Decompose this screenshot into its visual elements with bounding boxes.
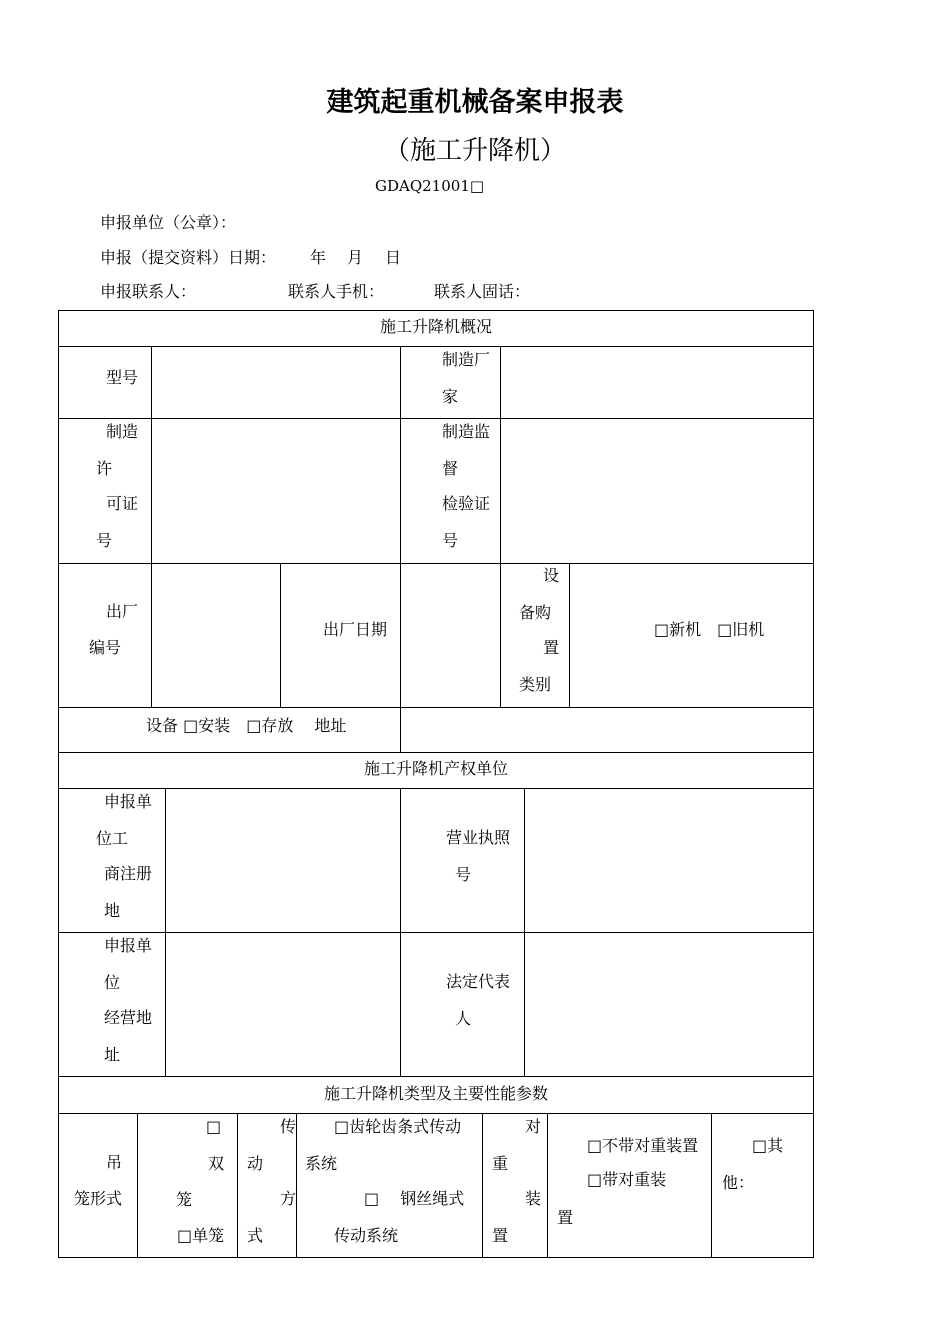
with-counterweight-option-tail: 置: [557, 1208, 574, 1227]
biz-address-label-line2: 位: [104, 973, 121, 992]
purchase-label-line1: 设: [543, 566, 560, 585]
section-overview-title: 施工升降机概况: [379, 317, 492, 336]
inspection-label-line2: 督: [442, 459, 459, 478]
cage-option-line2: 双: [208, 1154, 225, 1173]
cage-option-line1[interactable]: □: [206, 1117, 222, 1136]
transmission-label-line1: 传: [280, 1117, 297, 1136]
counterweight-label-line1: 对: [525, 1117, 542, 1136]
with-counterweight-option[interactable]: □带对重装: [587, 1170, 667, 1189]
factory-date-label: 出厂日期: [323, 620, 388, 639]
wire-rope-option-line2: 传动系统: [334, 1226, 399, 1245]
reg-address-label-line1: 申报单: [104, 792, 153, 811]
transmission-label-line3: 方: [280, 1189, 297, 1208]
license-label-line3: 可证: [106, 494, 139, 513]
day-label: 日: [385, 248, 402, 267]
other-option-line2: 他：: [722, 1173, 755, 1192]
contact-mobile-label: 联系人手机：: [288, 282, 385, 301]
biz-address-label-line1: 申报单: [104, 936, 153, 955]
license-label-line4: 号: [96, 531, 113, 550]
submission-date-label: 申报（提交资料）日期：: [100, 248, 277, 267]
gear-rack-option[interactable]: □齿轮齿条式传动: [334, 1117, 462, 1136]
inspection-label-line3: 检验证: [442, 494, 491, 513]
reg-address-label-line2: 位工: [96, 829, 129, 848]
cage-form-label-line2: 笼形式: [74, 1189, 123, 1208]
no-counterweight-option[interactable]: □不带对重装置: [587, 1136, 699, 1155]
applicant-unit-label: 申报单位（公章）：: [100, 213, 237, 232]
transmission-label-line2: 动: [247, 1154, 264, 1173]
contact-person-label: 申报联系人：: [100, 282, 197, 301]
wire-rope-option[interactable]: □ 钢丝绳式: [364, 1189, 465, 1208]
month-label: 月: [347, 248, 364, 267]
business-license-label-line2: 号: [455, 865, 472, 884]
license-label-line2: 许: [96, 459, 113, 478]
serial-label-line2: 编号: [89, 638, 122, 657]
license-label-line1: 制造: [106, 422, 139, 441]
manufacturer-label-line2: 家: [442, 387, 459, 406]
model-label: 型号: [106, 368, 139, 387]
biz-address-label-line3: 经营地: [104, 1008, 153, 1027]
legal-rep-label-line1: 法定代表: [446, 972, 511, 991]
biz-address-label-line4: 址: [104, 1045, 121, 1064]
inspection-label-line1: 制造监: [442, 422, 491, 441]
reg-address-label-line4: 地: [104, 901, 121, 920]
section-params-title: 施工升降机类型及主要性能参数: [323, 1084, 548, 1103]
form-code: GDAQ21001□: [375, 177, 485, 195]
reg-address-label-line3: 商注册: [104, 864, 153, 883]
form-title: 建筑起重机械备案申报表: [326, 87, 624, 118]
contact-phone-label: 联系人固话：: [434, 282, 531, 301]
cage-option-line3: 笼: [176, 1190, 193, 1209]
purchase-label-line4: 类别: [519, 675, 552, 694]
new-old-checkboxes[interactable]: □新机 □旧机: [654, 620, 765, 639]
manufacturer-label-line1: 制造厂: [442, 350, 491, 369]
inspection-label-line4: 号: [442, 531, 459, 550]
transmission-label-line4: 式: [247, 1226, 264, 1245]
cage-option-single[interactable]: □单笼: [177, 1226, 225, 1245]
gear-rack-option-line2: 系统: [305, 1154, 338, 1173]
section-owner-title: 施工升降机产权单位: [363, 759, 508, 778]
other-option[interactable]: □其: [752, 1136, 784, 1155]
serial-label-line1: 出厂: [106, 602, 139, 621]
year-label: 年: [310, 248, 327, 267]
counterweight-label-line3: 装: [525, 1189, 542, 1208]
purchase-label-line3: 置: [543, 638, 560, 657]
counterweight-label-line4: 置: [492, 1226, 509, 1245]
equipment-location-label[interactable]: 设备 □安装 □存放 地址: [146, 716, 347, 735]
counterweight-label-line2: 重: [492, 1154, 509, 1173]
business-license-label-line1: 营业执照: [446, 828, 511, 847]
legal-rep-label-line2: 人: [455, 1009, 472, 1028]
form-subtitle: （施工升降机）: [383, 136, 566, 166]
cage-form-label-line1: 吊: [106, 1153, 123, 1172]
purchase-label-line2: 备购: [519, 603, 552, 622]
